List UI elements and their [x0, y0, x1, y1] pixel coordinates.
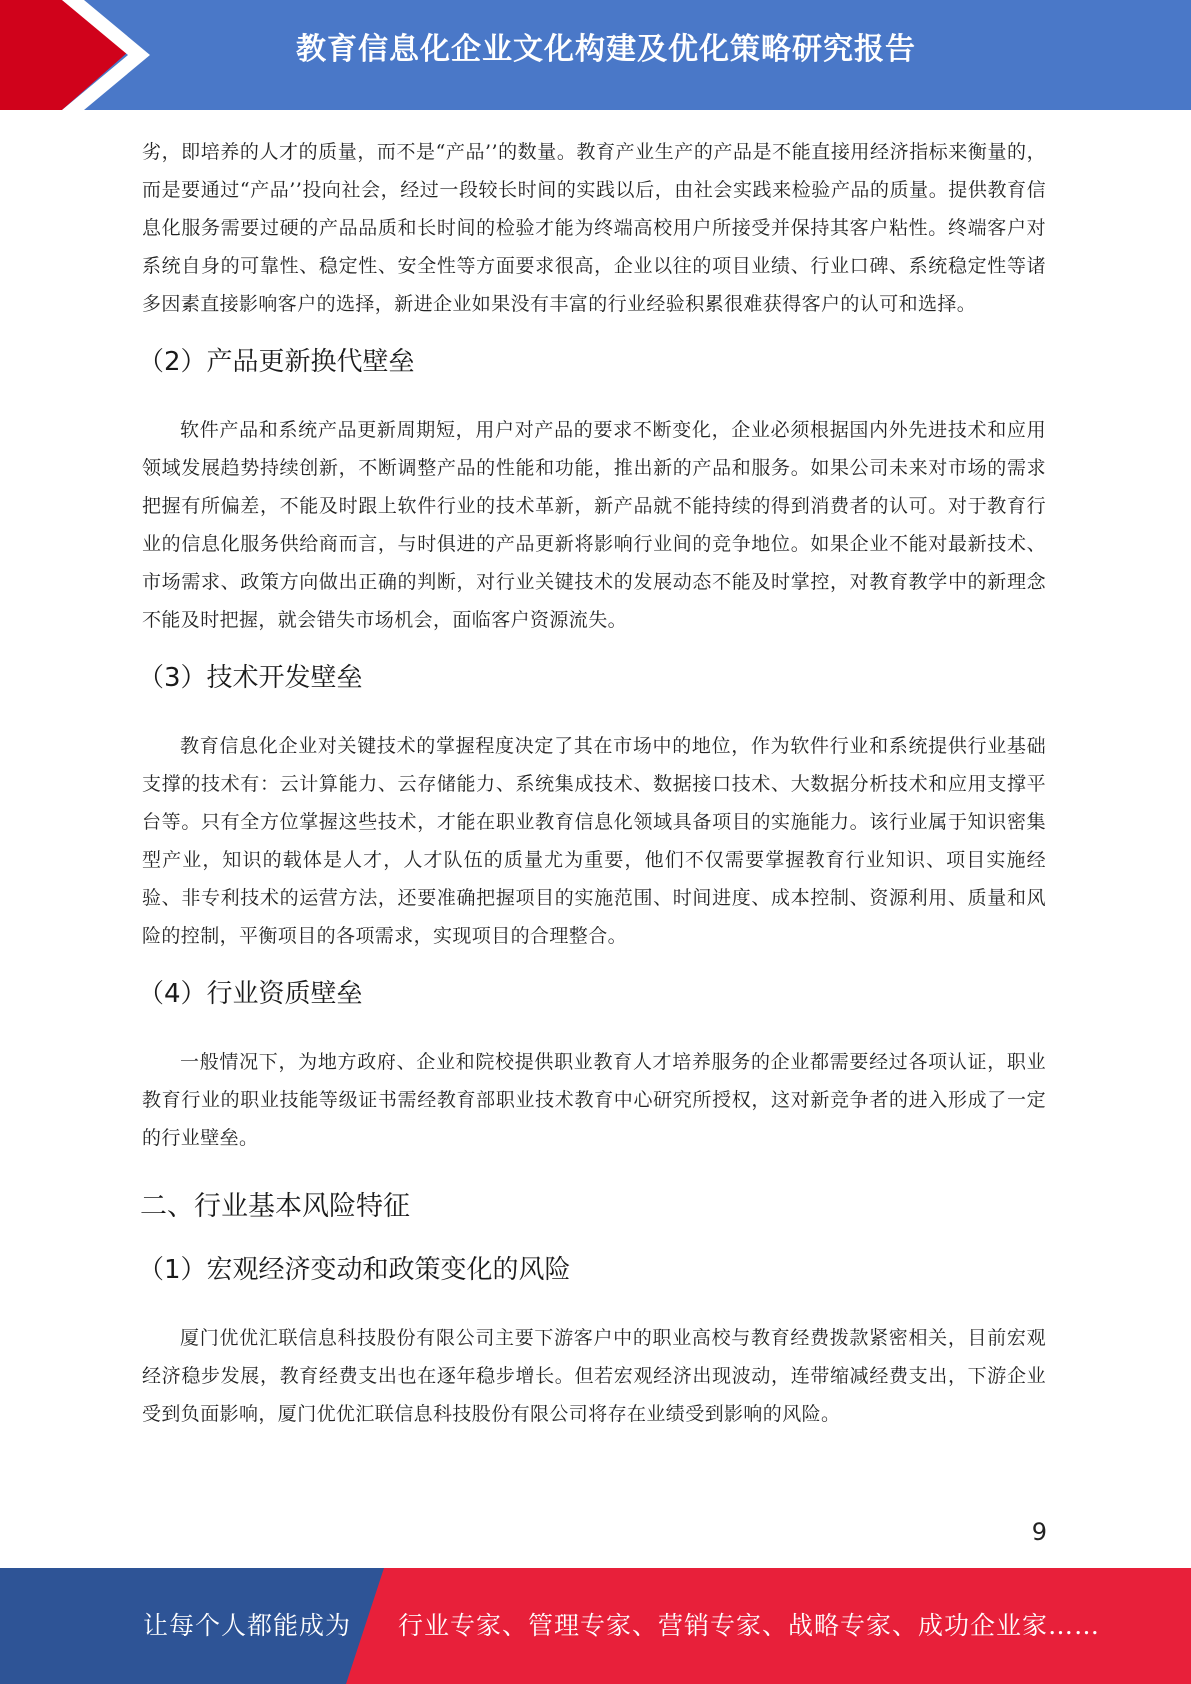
- paragraph-product-update: 软件产品和系统产品更新周期短，用户对产品的要求不断变化，企业必须根据国内外先进技术和应用领域发展趋势持续创新，不断调整产品的性能和功能，推出新的产品和服务。如果公司未来对市场的需求把握有所偏差，不能及时跟上软件行业的技术革新，新产品就不能持续的得到消费者的认可。对于教育行业的信息化服务供给商而言，与时俱进的产品更新将影响行业间的竞争地位。如果企业不能对最新技术、市场需求、政策方向做出正确的判断，对行业关键技术的发展动态不能及时掌控，对教育教学中的新理念不能及时把握，就会错失市场机会，面临客户资源流失。: [142, 419, 1046, 631]
- paragraph-intro-continued: 劣，即培养的人才的质量，而不是“产品’’的数量。教育产业生产的产品是不能直接用经济指标来衡量的，而是要通过“产品’’投向社会，经过一段较长时间的实践以后，由社会实践来检验产品的质量。提供教育信息化服务需要过硬的产品品质和长时间的检验才能为终端高校用户所接受并保持其客户粘性。终端客户对系统自身的可靠性、稳定性、安全性等方面要求很高，企业以往的项目业绩、行业口碑、系统稳定性等诸多因素直接影响客户的选择，新进企业如果没有丰富的行业经验积累很难获得客户的认可和选择。: [142, 141, 1046, 315]
- document-body: [138, 133, 1046, 1433]
- heading-macro-policy-risk: （1）宏观经济变动和政策变化的风险: [138, 1255, 571, 1285]
- page-footer: [0, 1568, 1191, 1684]
- document-title: 教育信息化企业文化构建及优化策略研究报告: [296, 32, 916, 67]
- page-number: 9: [1031, 1518, 1047, 1546]
- heading-product-update-barrier: （2）产品更新换代壁垒: [138, 347, 415, 377]
- paragraph-industry-qualification: 一般情况下，为地方政府、企业和院校提供职业教育人才培养服务的企业都需要经过各项认证，职业教育行业的职业技能等级证书需经教育部职业技术教育中心研究所授权，这对新竞争者的进入形成了一定的行业壁垒。: [142, 1051, 1046, 1149]
- heading-tech-development-barrier: （3）技术开发壁垒: [138, 663, 363, 693]
- footer-slogan-left: 让每个人都能成为: [143, 1611, 352, 1640]
- page-header: [0, 0, 1191, 110]
- paragraph-macro-policy-risk: 厦门优优汇联信息科技股份有限公司主要下游客户中的职业高校与教育经费拨款紧密相关，目前宏观经济稳步发展，教育经费支出也在逐年稳步增长。但若宏观经济出现波动，连带缩减经费支出，下游企业受到负面影响，厦门优优汇联信息科技股份有限公司将存在业绩受到影响的风险。: [142, 1327, 1046, 1425]
- footer-slogan-right: 行业专家、管理专家、营销专家、战略专家、成功企业家……: [398, 1611, 1101, 1640]
- paragraph-tech-development: 教育信息化企业对关键技术的掌握程度决定了其在市场中的地位，作为软件行业和系统提供行业基础支撑的技术有：云计算能力、云存储能力、系统集成技术、数据接口技术、大数据分析技术和应用支撑平台等。只有全方位掌握这些技术，才能在职业教育信息化领域具备项目的实施能力。该行业属于知识密集型产业，知识的载体是人才，人才队伍的质量尤为重要，他们不仅需要掌握教育行业知识、项目实施经验、非专利技术的运营方法，还要准确把握项目的实施范围、时间进度、成本控制、资源利用、质量和风险的控制，平衡项目的各项需求，实现项目的合理整合。: [142, 735, 1046, 947]
- section-heading-industry-risk: 二、行业基本风险特征: [140, 1191, 410, 1222]
- heading-industry-qualification-barrier: （4）行业资质壁垒: [138, 979, 363, 1009]
